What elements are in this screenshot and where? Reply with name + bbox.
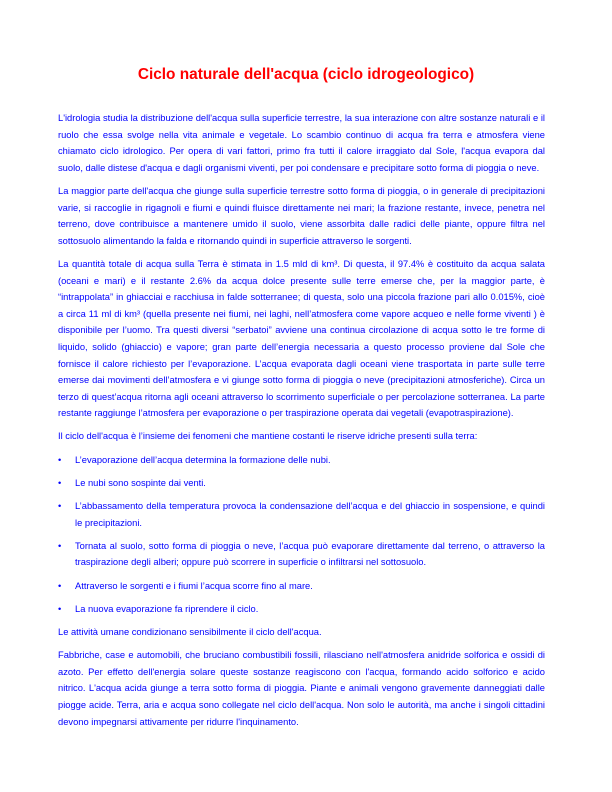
paragraph-acid-rain: Fabbriche, case e automobili, che bruciano combustibili fossili, rilasciano nell'atmosfera anidride solforica e ossidi di azoto. Per effetto dell'energia solare queste sostanze reagiscono con l'acqua, formando acido solforico e acido nitrico. L'acqua acida giunge a terra sotto forma di pioggia. Piante e animali vengono gravemente danneggiati dalle piogge acide. Terra, aria e acqua sono collegate nel ciclo dell'acqua. Non solo le autorità, ma anche i singoli cittadini devono impegnarsi attivamente per ridurre l'inquinamento. — [58, 650, 545, 727]
list-item — [58, 452, 545, 469]
bullet-icon: • — [58, 540, 62, 551]
list-item — [58, 475, 545, 492]
list-item — [58, 601, 545, 618]
paragraph-human-impact: Le attività umane condizionano sensibilmente il ciclo dell'acqua. — [58, 626, 322, 637]
document-body — [58, 110, 545, 737]
list-item — [58, 498, 545, 531]
list-item-text: Tornata al suolo, sotto forma di pioggia o neve, l’acqua può evaporare direttamente dal terreno, o attraverso la traspirazione degli alberi; oppure può scorrere in superficie o infiltrarsi nel sottosuolo. — [75, 540, 545, 568]
bullet-icon: • — [58, 603, 62, 614]
paragraph-water-quantity: La quantità totale di acqua sulla Terra è stimata in 1.5 mld di km³. Di questa, il 97.4% è costituito da acqua salata (oceani e mari) e il restante 2.6% da acqua dolce presente sulle terre emerse che, per la maggior parte, è “intrappolata” in ghiacciai e racchiusa in falde sotterranee; di questa, solo una piccola frazione pari allo 0.015%, cioè a circa 11 ml di km³ (quella presente nei fiumi, nei laghi, nell’atmosfera come vapore acqueo e nelle forme viventi ) è disponibile per l’uomo. Tra questi diversi “serbatoi” avviene una continua circolazione di acqua sotto le tre forme di liquido, solido (ghiaccio) e vapore; gran parte dell’energia necessaria a questo processo proviene dal Sole che fornisce il calore richiesto per l’evaporazione. L’acqua evaporata dagli oceani viene trasportata in parte sulle terre emerse dai movimenti dell’atmosfera e vi giunge sotto forma di pioggia o neve (precipitazioni atmosferiche). Circa un terzo di quest’acqua ritorna agli oceani attraverso lo scorrimento superficiale o per percolazione sotterranea. La parte restante raggiunge l’atmosfera per evaporazione o per traspirazione operata dai vegetali (evapotraspirazione). — [58, 258, 545, 419]
list-item-text: L’abbassamento della temperatura provoca la condensazione dell’acqua e del ghiaccio in sospensione, e quindi le precipitazioni. — [75, 501, 545, 528]
list-item — [58, 578, 545, 595]
bullet-icon: • — [58, 454, 62, 465]
paragraph-cycle-definition: Il ciclo dell'acqua è l’insieme dei fenomeni che mantiene costanti le riserve idriche presenti sulla terra: — [58, 431, 478, 442]
bullet-icon: • — [58, 477, 62, 488]
bullet-icon: • — [58, 501, 62, 512]
paragraph-intro: L'idrologia studia la distribuzione dell'acqua sulla superficie terrestre, la sua interazione con altre sostanze naturali e il ruolo che essa svolge nella vita animale e vegetale. Lo scambio continuo di acqua fra terra e atmosfera viene chiamato ciclo idrologico. Per opera di vari fattori, primo fra tutti il calore irraggiato dal Sole, l'acqua evapora dal suolo, dalle distese d'acqua e dagli organismi viventi, per poi condensare e precipitare sotto forma di pioggia o neve. — [58, 113, 545, 173]
list-item-text: La nuova evaporazione fa riprendere il ciclo. — [75, 603, 259, 614]
list-item-text: Attraverso le sorgenti e i fiumi l’acqua scorre fino al mare. — [75, 580, 313, 591]
document-title: Ciclo naturale dell'acqua (ciclo idrogeologico) — [137, 66, 475, 83]
bullet-icon: • — [58, 580, 62, 591]
paragraph-precipitation: La maggior parte dell'acqua che giunge sulla superficie terrestre sotto forma di pioggia, o in generale di precipitazioni varie, si raccoglie in rigagnoli e fiumi e quindi fluisce direttamente nei mari; la frazione restante, invece, penetra nel terreno, dove contribuisce a mantenere umido il suolo, viene assorbita dalle radici delle piante, oppure filtra nel sottosuolo alimentando la falda e ritornando quindi in superficie attraverso le sorgenti. — [58, 185, 545, 246]
list-item-text: Le nubi sono sospinte dai venti. — [75, 477, 206, 488]
cycle-steps-list — [58, 452, 545, 618]
list-item — [58, 538, 545, 571]
list-item-text: L’evaporazione dell’acqua determina la formazione delle nubi. — [75, 454, 331, 465]
